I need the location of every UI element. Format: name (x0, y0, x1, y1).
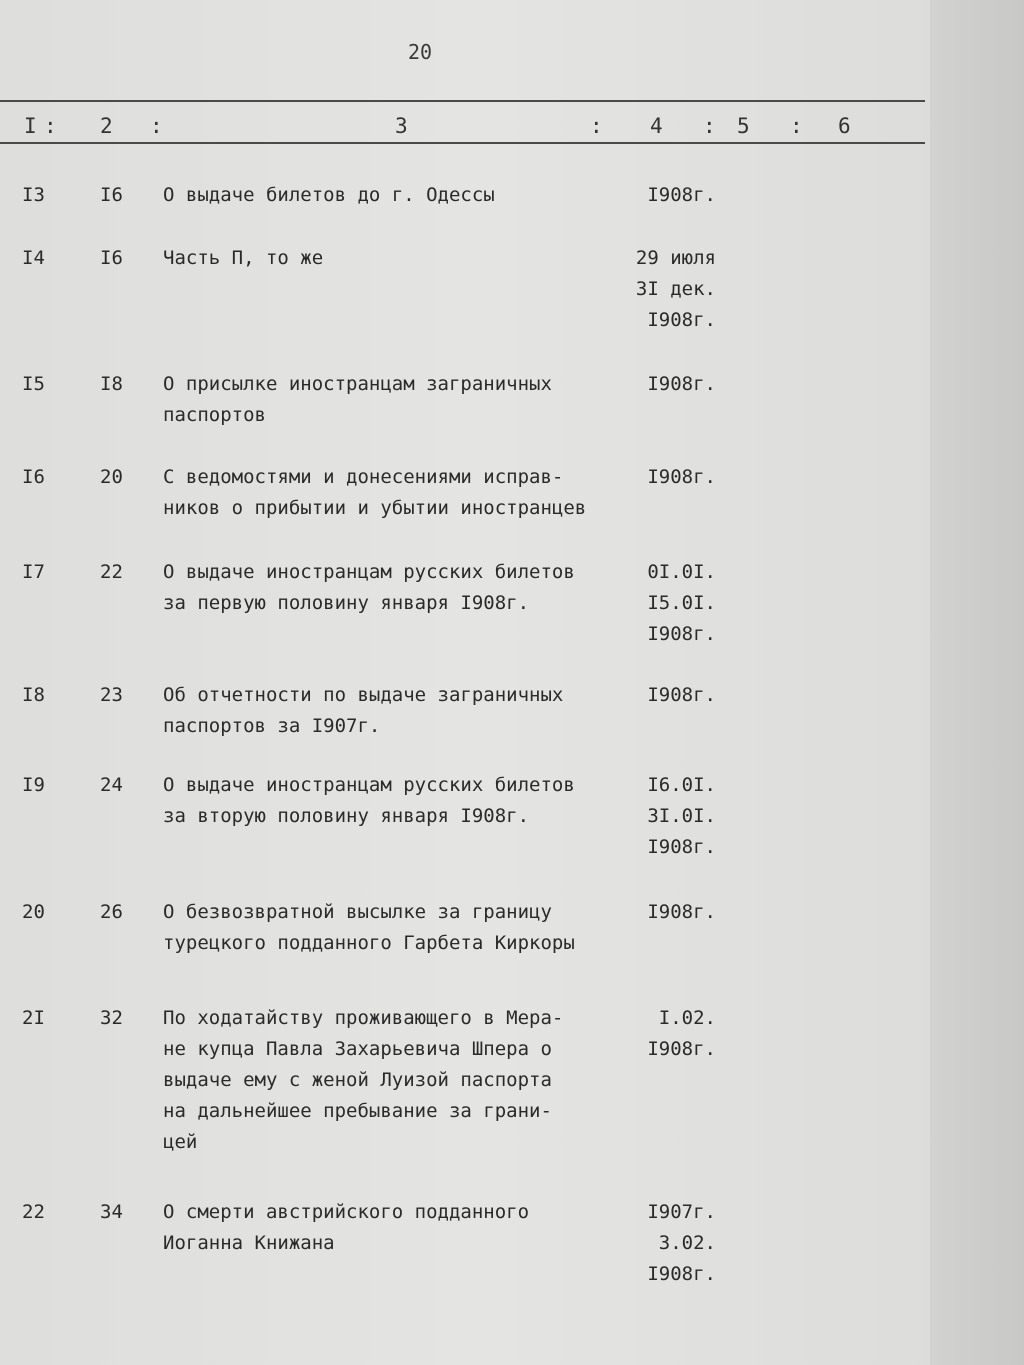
item-number: I3 (22, 184, 45, 206)
header-rule-bottom (0, 142, 925, 144)
item-number: 22 (22, 1201, 45, 1223)
sheet-number: 20 (100, 466, 123, 488)
col-separator: : (44, 114, 57, 138)
sheet-number: 26 (100, 901, 123, 923)
sheet-number: I6 (100, 184, 123, 206)
date-line: I908г. (647, 184, 716, 206)
col-separator: : (590, 114, 603, 138)
item-dates (600, 557, 716, 650)
title-line: Об отчетности по выдаче заграничных (163, 684, 564, 706)
date-line: 3.02. (658, 1232, 716, 1254)
sheet-number: 23 (100, 684, 123, 706)
item-title (163, 462, 633, 524)
date-line: I5.0I. (647, 592, 716, 614)
title-line: ников о прибытии и убытии иностранцев (163, 497, 587, 519)
item-title (163, 557, 633, 619)
title-line: Иоганна Книжана (163, 1232, 335, 1254)
title-line: цей (163, 1131, 198, 1153)
title-line: О безвозвратной высылке за границу (163, 901, 552, 923)
sheet-number: I8 (100, 373, 123, 395)
item-title (163, 369, 633, 431)
sheet-number: 32 (100, 1007, 123, 1029)
date-line: I908г. (647, 836, 716, 858)
item-title (163, 1197, 633, 1259)
item-dates (600, 770, 716, 863)
date-line: 3I.0I. (647, 805, 716, 827)
item-dates (600, 680, 716, 711)
date-line: I908г. (647, 901, 716, 923)
title-line: О выдаче иностранцам русских билетов (163, 561, 575, 583)
date-line: I908г. (647, 684, 716, 706)
title-line: О выдаче иностранцам русских билетов (163, 774, 575, 796)
title-line: По ходатайству проживающего в Мера- (163, 1007, 564, 1029)
item-dates (600, 243, 716, 336)
date-line: I6.0I. (647, 774, 716, 796)
item-number: I9 (22, 774, 45, 796)
item-dates (600, 1197, 716, 1290)
item-dates (600, 180, 716, 211)
title-line: выдаче ему с женой Луизой паспорта (163, 1069, 552, 1091)
item-title (163, 770, 633, 832)
item-number: I4 (22, 247, 45, 269)
item-number: I5 (22, 373, 45, 395)
item-number: 2I (22, 1007, 45, 1029)
title-line: не купца Павла Захарьевича Шпера о (163, 1038, 552, 1060)
item-title (163, 180, 633, 211)
date-line: 29 июля (635, 247, 716, 269)
date-line: I908г. (647, 373, 716, 395)
col-header-3: 3 (395, 114, 408, 138)
item-dates (600, 1003, 716, 1065)
col-header-1: I (24, 114, 37, 138)
sheet-number: 34 (100, 1201, 123, 1223)
col-separator: : (150, 114, 163, 138)
item-title (163, 680, 633, 742)
page-edge (930, 0, 1024, 1365)
item-title (163, 1003, 633, 1158)
sheet-number: 24 (100, 774, 123, 796)
title-line: паспортов (163, 404, 266, 426)
title-line: О смерти австрийского подданного (163, 1201, 530, 1223)
title-line: О выдаче билетов до г. Одессы (163, 184, 495, 206)
title-line: Часть П, то же (163, 247, 324, 269)
title-line: за первую половину января I908г. (163, 592, 530, 614)
date-line: 3I дек. (635, 278, 716, 300)
item-number: I6 (22, 466, 45, 488)
date-line: I908г. (647, 1038, 716, 1060)
date-line: I908г. (647, 466, 716, 488)
title-line: О присылке иностранцам заграничных (163, 373, 552, 395)
col-header-5: 5 (737, 114, 750, 138)
col-header-2: 2 (100, 114, 113, 138)
date-line: I908г. (647, 1263, 716, 1285)
page-number: 20 (408, 40, 433, 64)
title-line: за вторую половину января I908г. (163, 805, 530, 827)
item-number: 20 (22, 901, 45, 923)
date-line: I.02. (658, 1007, 716, 1029)
item-dates (600, 897, 716, 928)
date-line: 0I.0I. (647, 561, 716, 583)
col-separator: : (703, 114, 716, 138)
item-number: I8 (22, 684, 45, 706)
col-header-4: 4 (650, 114, 663, 138)
item-dates (600, 462, 716, 493)
header-rule-top (0, 100, 925, 102)
title-line: турецкого подданного Гарбета Киркоры (163, 932, 575, 954)
date-line: I908г. (647, 309, 716, 331)
date-line: I908г. (647, 623, 716, 645)
col-separator: : (790, 114, 803, 138)
item-title (163, 897, 633, 959)
item-number: I7 (22, 561, 45, 583)
sheet-number: I6 (100, 247, 123, 269)
sheet-number: 22 (100, 561, 123, 583)
col-header-6: 6 (838, 114, 851, 138)
title-line: на дальнейшее пребывание за грани- (163, 1100, 552, 1122)
title-line: паспортов за I907г. (163, 715, 381, 737)
item-dates (600, 369, 716, 400)
item-title (163, 243, 633, 274)
date-line: I907г. (647, 1201, 716, 1223)
title-line: С ведомостями и донесениями исправ- (163, 466, 564, 488)
